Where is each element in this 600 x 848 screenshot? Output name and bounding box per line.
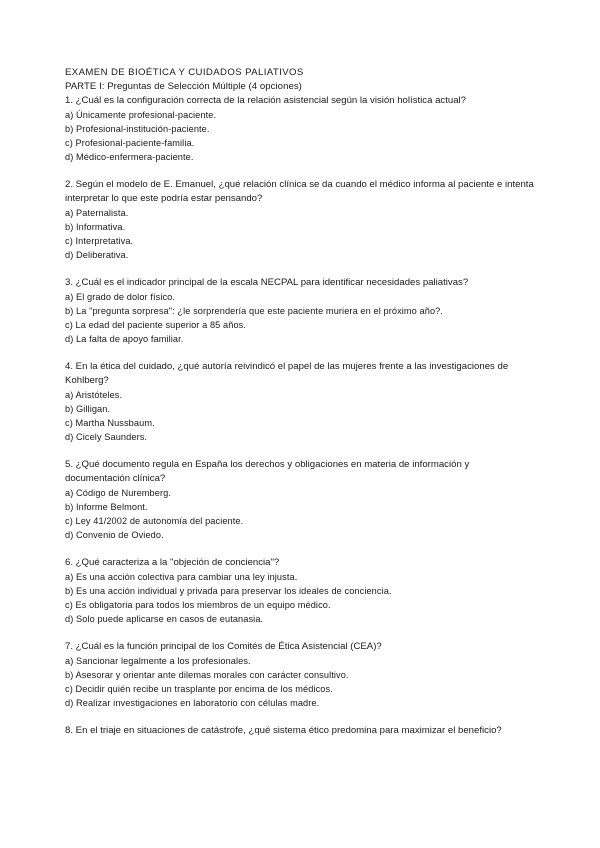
option-b: b) La "pregunta sorpresa": ¿le sorprendería que este paciente muriera en el próximo año?. — [65, 306, 444, 316]
question-text: 1. ¿Cuál es la configuración correcta de la relación asistencial según la visión holística actual? — [65, 95, 467, 106]
exam-content — [65, 66, 535, 752]
option-d: d) Realizar investigaciones en laboratorio con células madre. — [65, 698, 320, 708]
option-c: c) Martha Nussbaum. — [65, 418, 155, 428]
option-a: a) Código de Nuremberg. — [65, 488, 171, 498]
option-c: c) Decidir quién recibe un trasplante por encima de los médicos. — [65, 684, 333, 694]
question-text: 3. ¿Cuál es el indicador principal de la escala NECPAL para identificar necesidades paliativas? — [65, 277, 469, 288]
option-b: b) Informe Belmont. — [65, 502, 148, 512]
question-text: 8. En el triaje en situaciones de catástrofe, ¿qué sistema ético predomina para maximizar el beneficio? — [65, 725, 502, 736]
question-4 — [65, 360, 535, 444]
option-d: d) Deliberativa. — [65, 250, 129, 260]
option-c: c) Interpretativa. — [65, 236, 134, 246]
question-text: 5. ¿Qué documento regula en España los derechos y obligaciones en materia de información y documentación clínica? — [65, 459, 470, 484]
question-6 — [65, 556, 535, 626]
option-a: a) Paternalista. — [65, 208, 129, 218]
question-2 — [65, 178, 535, 262]
question-7 — [65, 640, 535, 710]
option-b: b) Gilligan. — [65, 404, 111, 414]
question-3 — [65, 276, 535, 346]
question-1 — [65, 94, 535, 164]
exam-title: EXAMEN DE BIOÉTICA Y CUIDADOS PALIATIVOS — [65, 67, 304, 78]
question-8 — [65, 724, 535, 738]
option-a: a) Es una acción colectiva para cambiar una ley injusta. — [65, 572, 298, 582]
option-b: b) Profesional-institución-paciente. — [65, 124, 210, 134]
option-d: d) Médico-enfermera-paciente. — [65, 152, 194, 162]
option-a: a) El grado de dolor físico. — [65, 292, 176, 302]
option-c: c) La edad del paciente superior a 85 años. — [65, 320, 247, 330]
option-c: c) Ley 41/2002 de autonomía del paciente. — [65, 516, 244, 526]
exam-part-heading: PARTE I: Preguntas de Selección Múltiple (4 opciones) — [65, 81, 302, 92]
question-text: 7. ¿Cuál es la función principal de los Comités de Ética Asistencial (CEA)? — [65, 641, 382, 652]
option-b: b) Asesorar y orientar ante dilemas morales con carácter consultivo. — [65, 670, 349, 680]
question-text: 2. Según el modelo de E. Emanuel, ¿qué relación clínica se da cuando el médico informa al paciente e intenta interpretar lo que este podría estar pensando? — [65, 179, 534, 204]
option-c: c) Profesional-paciente-familia. — [65, 138, 195, 148]
option-b: b) Informativa. — [65, 222, 126, 232]
question-text: 6. ¿Qué caracteriza a la "objeción de conciencia"? — [65, 557, 280, 568]
option-a: a) Sancionar legalmente a los profesionales. — [65, 656, 251, 666]
question-5 — [65, 458, 535, 542]
option-c: c) Es obligatoria para todos los miembros de un equipo médico. — [65, 600, 331, 610]
option-b: b) Es una acción individual y privada para preservar los ideales de conciencia. — [65, 586, 392, 596]
option-d: d) Convenio de Oviedo. — [65, 530, 164, 540]
option-a: a) Aristóteles. — [65, 390, 123, 400]
question-text: 4. En la ética del cuidado, ¿qué autoría reivindicó el papel de las mujeres frente a las investigaciones de Kohlberg? — [65, 361, 509, 386]
option-d: d) Solo puede aplicarse en casos de eutanasia. — [65, 614, 264, 624]
option-d: d) Cicely Saunders. — [65, 432, 148, 442]
option-a: a) Únicamente profesional-paciente. — [65, 110, 217, 120]
option-d: d) La falta de apoyo familiar. — [65, 334, 184, 344]
